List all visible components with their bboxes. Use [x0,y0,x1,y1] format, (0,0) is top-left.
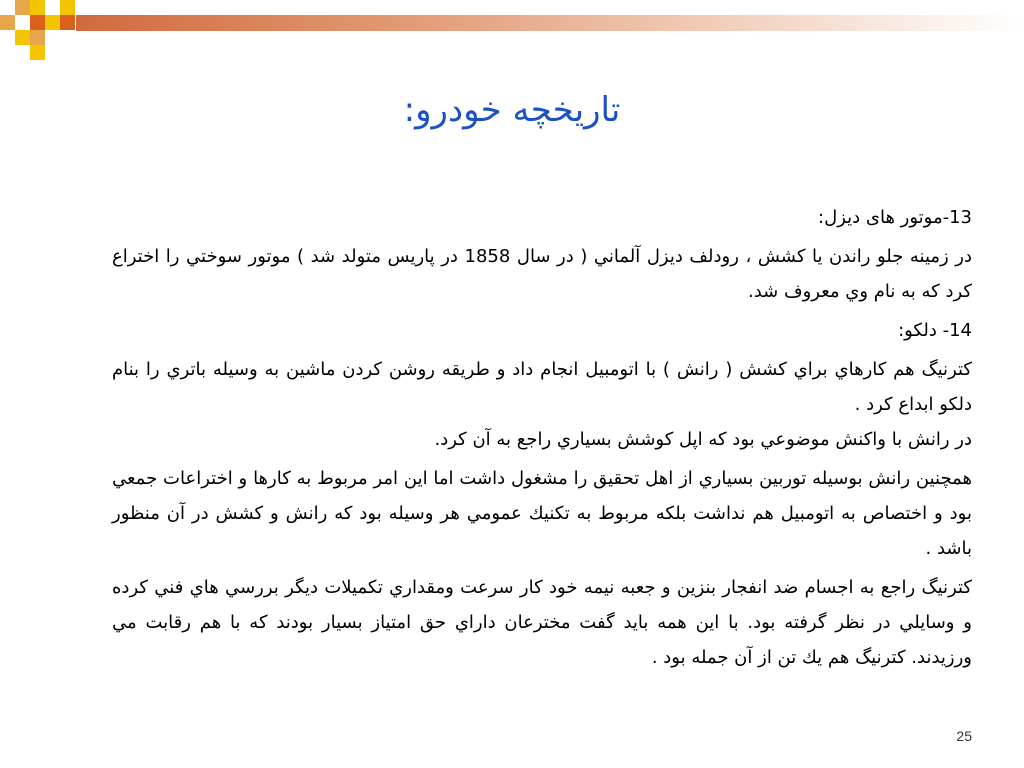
decor-square [30,30,45,45]
header-gradient-bar [76,15,1024,31]
decor-square [45,30,60,45]
decor-square [30,0,45,15]
decor-square [45,15,60,30]
decor-square [15,15,30,30]
paragraph: 14- دلکو: [898,320,972,341]
decor-square [15,30,30,45]
paragraph: در رانش با واکنش موضوعي بود که اپل کوشش بسیاري راجع به آن کرد. [434,429,972,450]
decor-square [30,45,45,60]
paragraph: در زمینه جلو راندن یا کشش ، رودلف دیزل آلماني ( در سال 1858 در پاریس متولد شد ) موتور سوختي را اختراع کرد که به نام وي معروف شد. [112,246,973,302]
decor-square [60,0,75,15]
slide-title: تاریخچه خودرو: [403,90,621,130]
decor-square [60,15,75,30]
paragraph: کترنیگ راجع به اجسام ضد انفجار بنزین و جعبه نیمه خود کار سرعت ومقداري تکمیلات دیگر بررسي هاي فني کرده و وسایلي در نظر گرفته بود. با این همه باید گفت مخترعان داراي حق امتیاز بسیار بودند که با هم رقابت مي ورزیدند. کترنیگ هم یك تن از آن جمله بود . [112,577,972,668]
page-number: 25 [956,728,972,744]
decor-square [30,15,45,30]
paragraph: همچنین رانش بوسیله توربین بسیاري از اهل تحقیق را مشغول داشت اما این امر مربوط به کارها و اختراعات جمعي بود و اختصاص به اتومبیل هم نداشت بلکه مربوط به تکنیك عمومي هر وسیله بود که رانش و کشش در آن منظور باشد . [112,468,972,559]
decor-square [0,15,15,30]
decor-square [45,0,60,15]
paragraph: 13-موتور های دیزل: [818,207,972,228]
paragraph: کترنیگ هم کارهاي براي کشش ( رانش ) با اتومبیل انجام داد و طریقه روشن کردن ماشین به وسیله باتري را بنام دلکو ابداع کرد . [112,359,972,415]
decor-square [15,0,30,15]
slide-body [112,200,972,679]
